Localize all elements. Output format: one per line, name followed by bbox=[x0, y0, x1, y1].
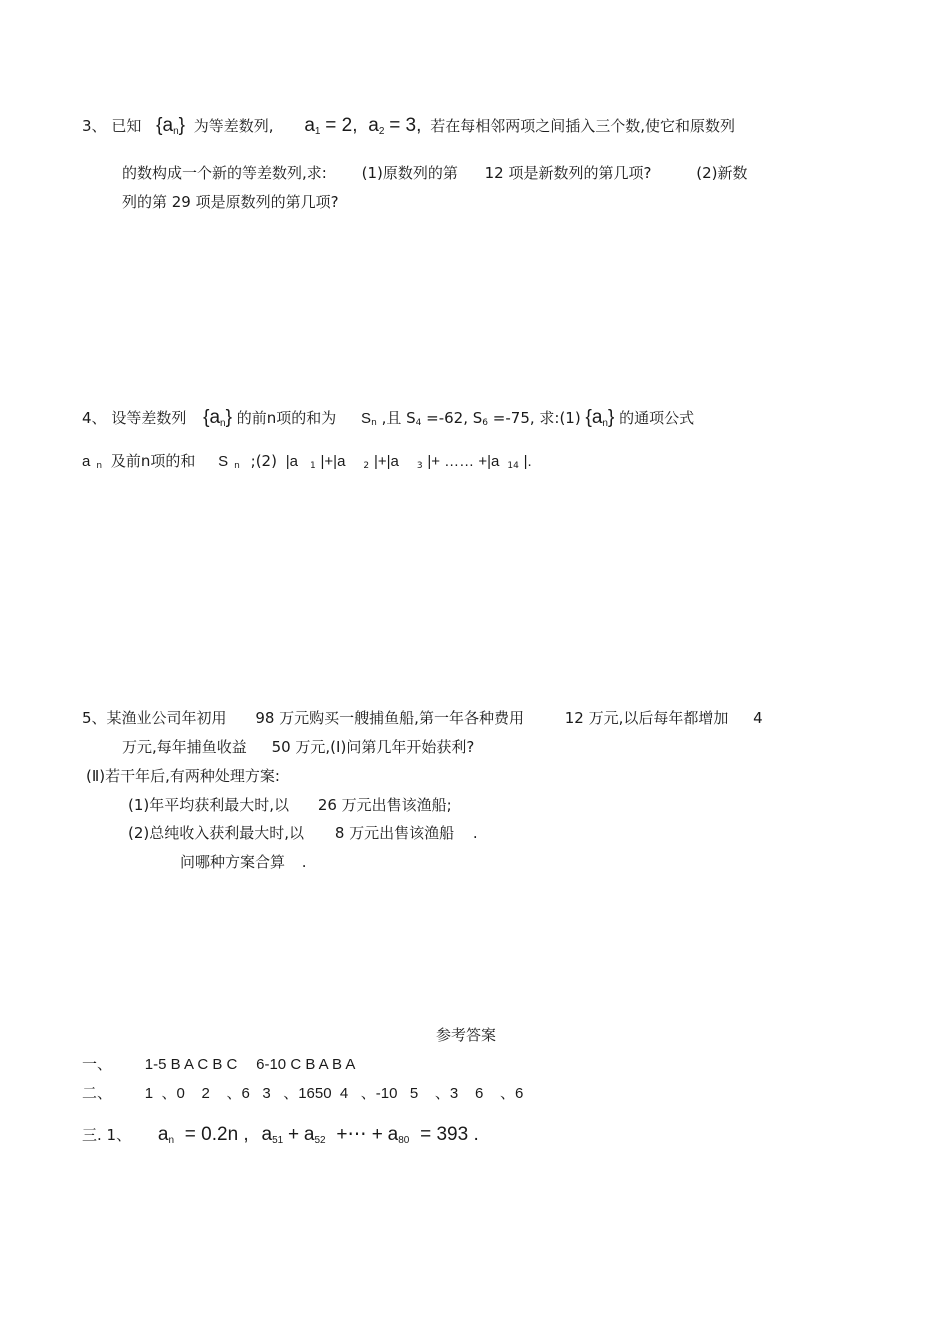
q4-text-6: 的通项公式 bbox=[619, 409, 695, 427]
q3-line3 bbox=[122, 192, 339, 212]
q5-line1-c: 12 万元,以后每年都增加 bbox=[564, 709, 729, 727]
q3-number: 3、 bbox=[82, 117, 107, 135]
q4-text-3: ,且 S bbox=[381, 409, 416, 427]
q4-l2-abs2: |+|a bbox=[320, 453, 346, 470]
q3-seq-close: } bbox=[178, 115, 185, 136]
q4-l2-abs4-sub: 14 bbox=[507, 461, 519, 471]
q4-l2-b: 及前n项的和 bbox=[110, 452, 196, 470]
answers-three-label: 三. 1、 bbox=[82, 1126, 132, 1144]
q5-line1 bbox=[82, 708, 763, 728]
q4-l2-s: S bbox=[218, 453, 229, 470]
q5-line4-b: 26 万元出售该渔船; bbox=[317, 796, 452, 814]
answers-three-eq: = 0.2n , bbox=[184, 1124, 249, 1145]
q5-line2-b: 50 万元,(Ⅰ)问第几年开始获利? bbox=[271, 738, 475, 756]
answers-three-a80: a bbox=[387, 1124, 399, 1145]
answers-three-result: = 393 . bbox=[420, 1124, 479, 1145]
q5-line1-d: 4 bbox=[753, 709, 763, 727]
q4-seq-sub: n bbox=[220, 418, 226, 429]
answers-three-plus1: + bbox=[287, 1124, 300, 1145]
q4-l2-abs3-sub: 3 bbox=[416, 461, 423, 471]
q4-text-4: =-62, S bbox=[426, 409, 483, 427]
q3-a1-sub: 1 bbox=[314, 126, 321, 137]
answers-title-text: 参考答案 bbox=[436, 1026, 497, 1044]
q4-l2-s-sub: n bbox=[234, 461, 240, 471]
q4-l2-abs1: |a bbox=[285, 453, 298, 470]
q3-line2-b: (1)原数列的第 bbox=[361, 164, 458, 182]
q4-s4-sub: 4 bbox=[415, 418, 422, 428]
q4-seq-close: } bbox=[225, 407, 232, 428]
q4-l2-abs1-sub: 1 bbox=[310, 461, 316, 471]
q5-line3-text: (Ⅱ)若干年后,有两种处理方案: bbox=[86, 767, 280, 785]
q3-a2-sub: 2 bbox=[378, 126, 385, 137]
q3-line2 bbox=[122, 163, 748, 183]
q5-line5 bbox=[128, 823, 478, 843]
q4-l2-a: a bbox=[82, 453, 91, 470]
answers-part-two bbox=[82, 1083, 523, 1104]
q4-text-2: 的前n项的和为 bbox=[236, 409, 337, 427]
q4-seq2: {a bbox=[585, 407, 603, 428]
q5-line6-a: 问哪种方案合算 bbox=[180, 853, 286, 871]
q3-a1-val: = 2, bbox=[325, 115, 358, 136]
q3-text-1: 已知 bbox=[111, 117, 142, 135]
answers-three-a80-sub: 80 bbox=[398, 1135, 410, 1146]
answers-one-b: 6-10 C B A B A bbox=[256, 1056, 356, 1073]
q5-line6 bbox=[180, 852, 307, 872]
q4-s-sub: n bbox=[371, 418, 377, 428]
q4-text-1: 设等差数列 bbox=[111, 409, 187, 427]
q3-seq-open: { bbox=[156, 115, 163, 136]
q5-line6-b: . bbox=[301, 853, 307, 871]
answers-part-one bbox=[82, 1054, 355, 1075]
q3-a1-var: a bbox=[304, 115, 315, 136]
answers-three-a51: a bbox=[261, 1124, 273, 1145]
q5-line2-a: 万元,每年捕鱼收益 bbox=[122, 738, 247, 756]
q5-line1-a: 5、某渔业公司年初用 bbox=[82, 709, 227, 727]
q4-l2-abs4: |+ …… +|a bbox=[427, 453, 500, 470]
q3-seq-sub: n bbox=[173, 126, 179, 137]
q3-line1 bbox=[82, 116, 735, 142]
q5-line3 bbox=[86, 766, 280, 786]
q5-line4-a: (1)年平均获利最大时,以 bbox=[128, 796, 290, 814]
answers-three-a52-sub: 52 bbox=[314, 1135, 326, 1146]
answers-one-label: 一、 bbox=[82, 1055, 113, 1073]
q4-text-5: =-75, 求:(1) bbox=[492, 409, 581, 427]
q4-number: 4、 bbox=[82, 409, 107, 427]
answers-one-a: 1-5 B A C B C bbox=[144, 1056, 238, 1073]
q3-line2-d: (2)新数 bbox=[696, 164, 748, 182]
q3-a2-val: = 3, bbox=[389, 115, 422, 136]
q3-text-2: 为等差数列, bbox=[193, 117, 274, 135]
q3-text-3: 若在每相邻两项之间插入三个数,使它和原数列 bbox=[430, 117, 735, 135]
answers-three-an: a bbox=[157, 1124, 169, 1145]
q3-line3-text: 列的第 29 项是原数列的第几项? bbox=[122, 193, 339, 211]
q4-seq2-sub: n bbox=[602, 418, 608, 429]
answers-two-label: 二、 bbox=[82, 1084, 113, 1102]
q5-line5-b: 8 万元出售该渔船 bbox=[334, 824, 455, 842]
q4-seq2-close: } bbox=[607, 407, 615, 428]
answers-part-three bbox=[82, 1125, 479, 1151]
q4-l2-abs3: |+|a bbox=[373, 453, 399, 470]
q4-line2 bbox=[82, 451, 532, 476]
answers-two-text: 1 、0 2 、6 3 、1650 4 、-10 5 、3 6 、6 bbox=[144, 1085, 524, 1102]
answers-three-a52: a bbox=[303, 1124, 315, 1145]
q5-line2 bbox=[122, 737, 474, 757]
q5-line1-b: 98 万元购买一艘捕鱼船,第一年各种费用 bbox=[255, 709, 524, 727]
q3-line2-c: 12 项是新数列的第几项? bbox=[484, 164, 652, 182]
q4-seq: {a bbox=[203, 407, 221, 428]
answers-three-an-sub: n bbox=[168, 1135, 175, 1146]
q4-line1 bbox=[82, 408, 694, 434]
q3-seq-var: a bbox=[162, 115, 174, 136]
q5-line5-c: . bbox=[472, 824, 478, 842]
q3-a2-var: a bbox=[368, 115, 379, 136]
q5-line4 bbox=[128, 795, 452, 815]
q4-s-var: S bbox=[361, 410, 372, 427]
answers-title bbox=[436, 1025, 496, 1045]
q4-l2-a-sub: n bbox=[96, 461, 103, 471]
q4-l2-abs2-sub: 2 bbox=[363, 461, 370, 471]
q4-l2-c: ;(2) bbox=[250, 452, 277, 470]
q4-s6-sub: 6 bbox=[482, 418, 489, 428]
answers-three-a51-sub: 51 bbox=[272, 1135, 284, 1146]
answers-three-plus2: +⋯ + bbox=[336, 1124, 383, 1145]
q5-line5-a: (2)总纯收入获利最大时,以 bbox=[128, 824, 305, 842]
q4-l2-end: |. bbox=[523, 453, 532, 470]
q3-line2-a: 的数构成一个新的等差数列,求: bbox=[122, 164, 327, 182]
